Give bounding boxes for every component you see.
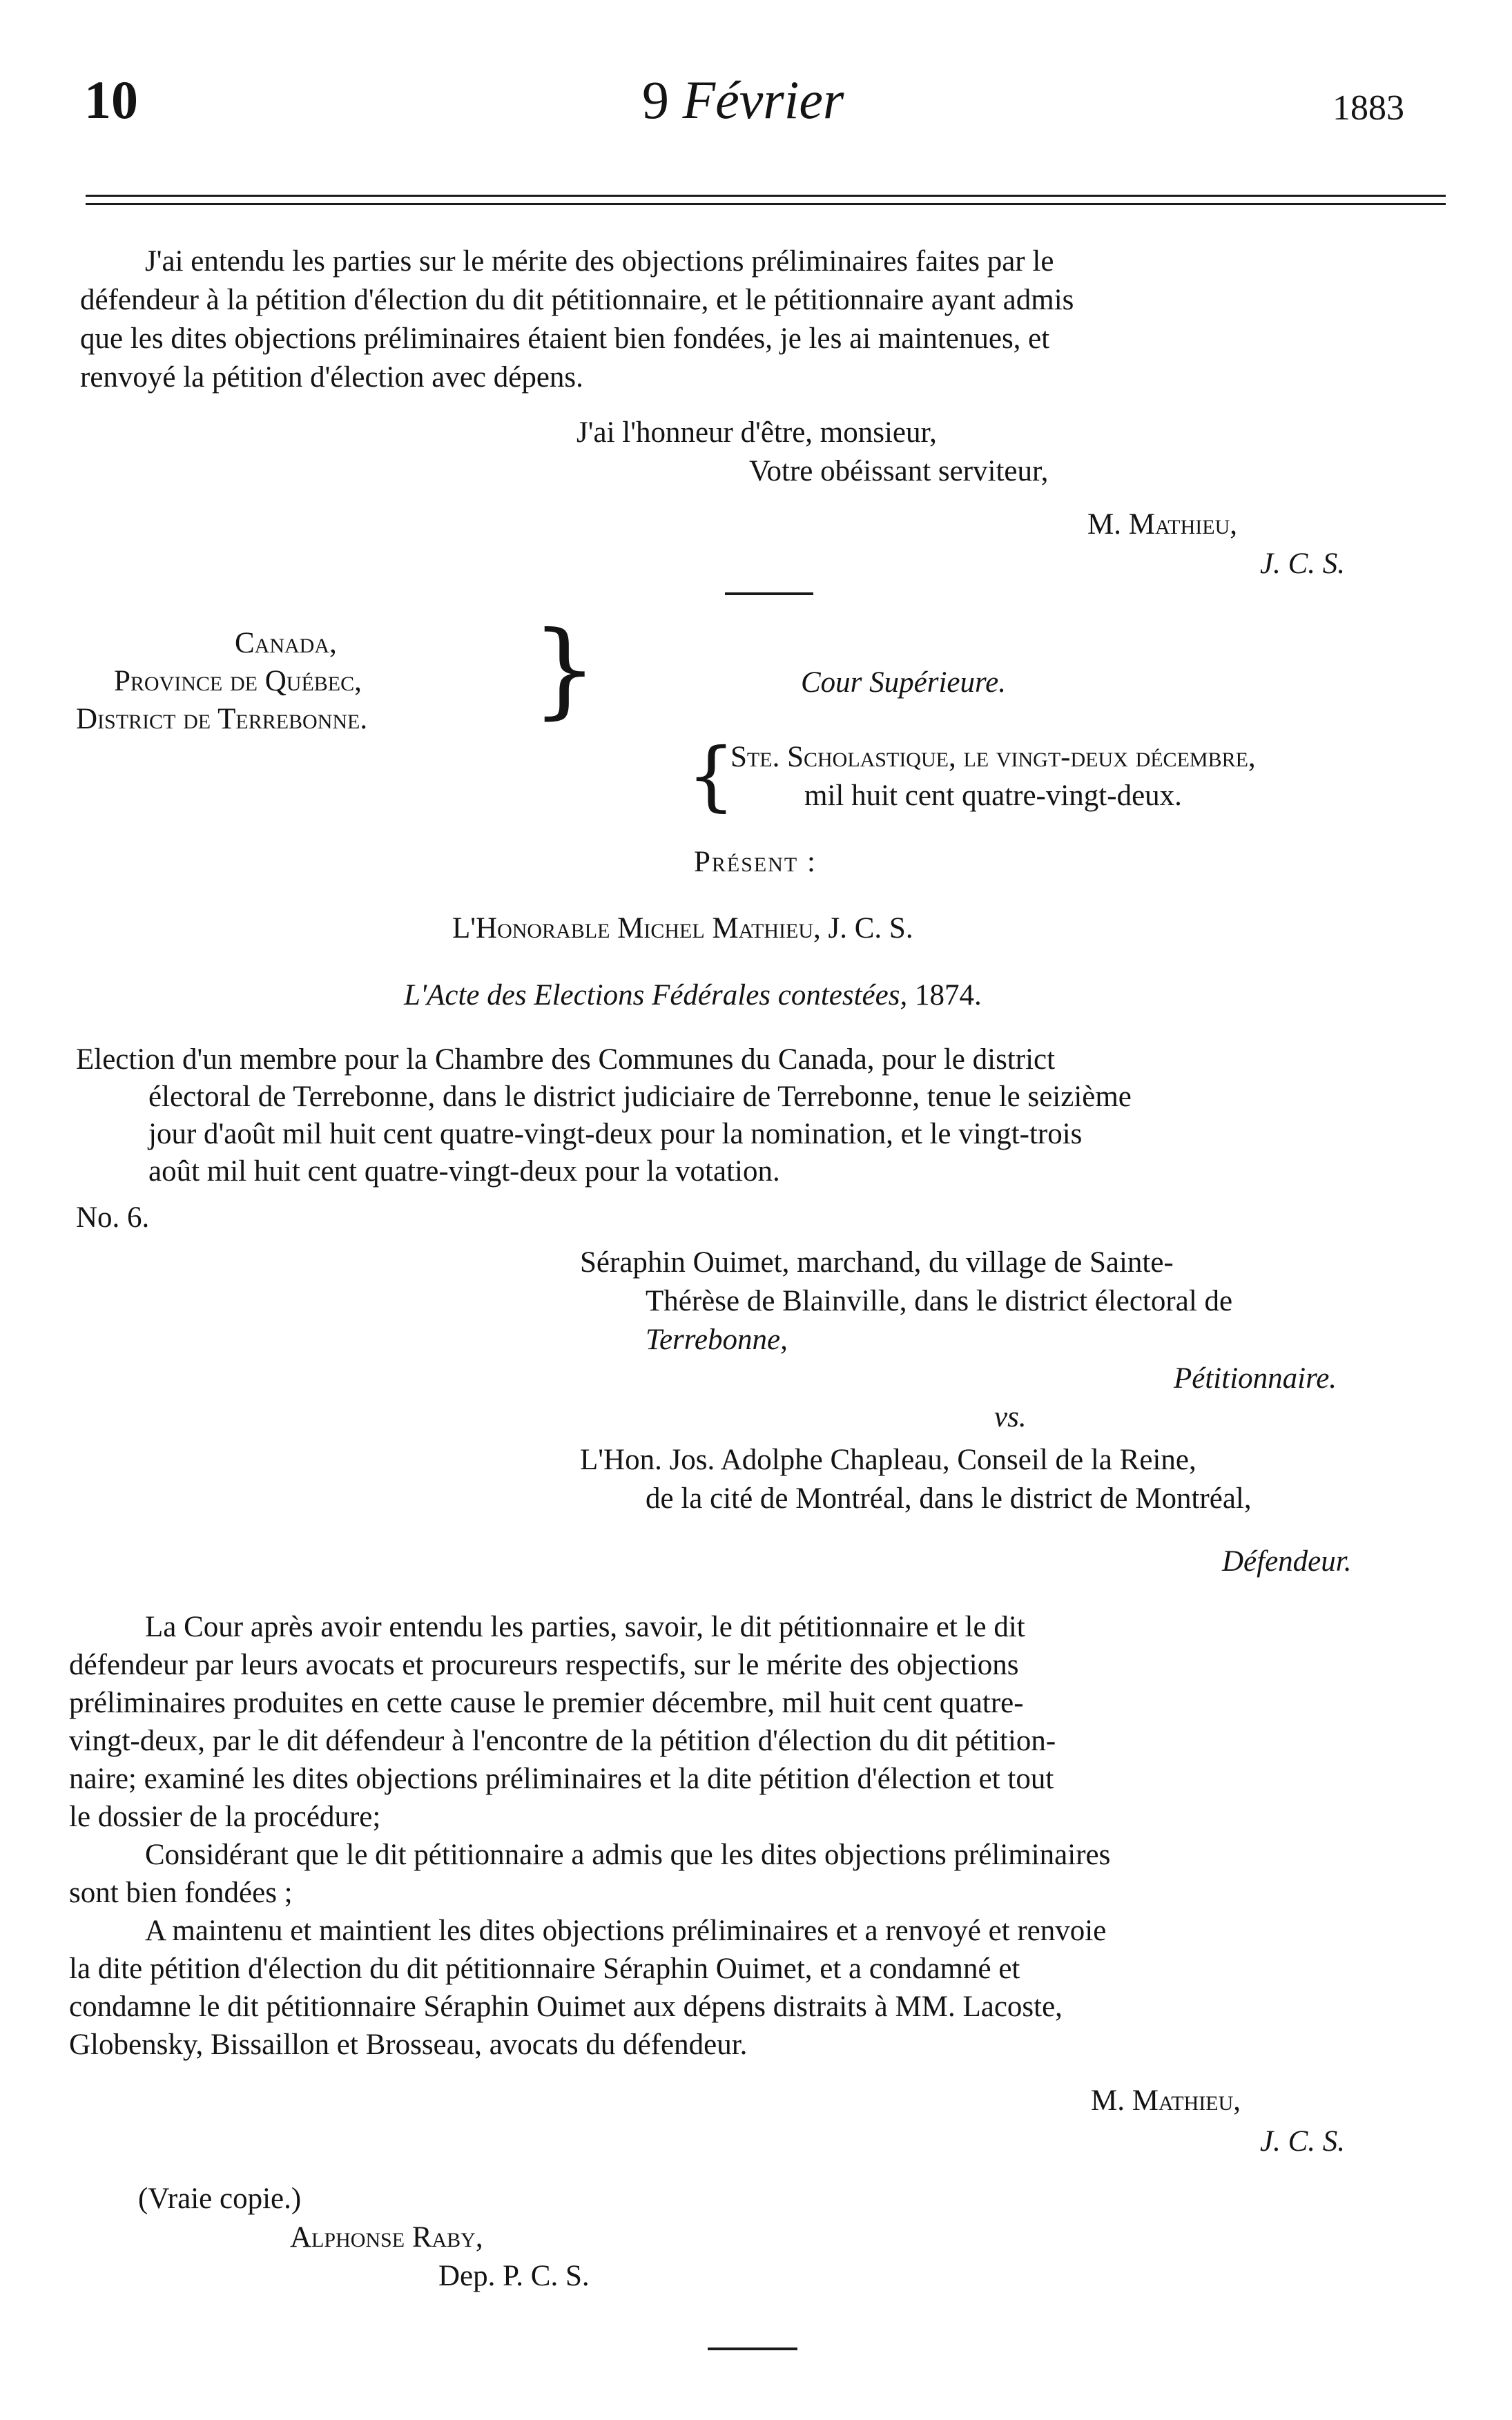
- certification-name: Alphonse Raby,: [290, 2221, 483, 2254]
- judgment-p1-line-6: le dossier de la procédure;: [69, 1801, 381, 1833]
- judgment-p2-line-2: sont bien fondées ;: [69, 1877, 293, 1909]
- court-name: Cour Supérieure.: [801, 666, 1006, 699]
- election-line-2: électoral de Terrebonne, dans le district judiciaire de Terrebonne, tenue le seizième: [148, 1081, 1132, 1113]
- defendant-line-2: de la cité de Montréal, dans le district de Montréal,: [646, 1482, 1252, 1515]
- election-number: No. 6.: [76, 1201, 150, 1234]
- letter-line-4: renvoyé la pétition d'élection avec dépens.: [80, 361, 583, 394]
- page-date: [642, 70, 844, 130]
- certification-title: Dep. P. C. S.: [438, 2260, 590, 2292]
- jurisdiction-country: Canada,: [235, 627, 337, 659]
- judgment-p3-line-2: la dite pétition d'élection du dit pétitionnaire Séraphin Ouimet, et a condamné et: [69, 1953, 1020, 1985]
- jurisdiction-province: Province de Québec,: [114, 665, 362, 697]
- letter-line-2: défendeur à la pétition d'élection du dit pétitionnaire, et le pétitionnaire ayant admis: [80, 284, 1074, 316]
- letter-closing-1: J'ai l'honneur d'être, monsieur,: [576, 416, 937, 449]
- letter-line-3: que les dites objections préliminaires étaient bien fondées, je les ai maintenues, et: [80, 322, 1050, 355]
- page-number: 10: [84, 70, 138, 130]
- judgment-signature-title: J. C. S.: [1260, 2125, 1346, 2158]
- judgment-signature-name: M. Mathieu,: [1091, 2084, 1241, 2117]
- petitioner-line-2: Thérèse de Blainville, dans le district électoral de: [646, 1285, 1233, 1317]
- judgment-p3-line-3: condamne le dit pétitionnaire Séraphin Ouimet aux dépens distraits à MM. Lacoste,: [69, 1991, 1063, 2023]
- letter-closing-2: Votre obéissant serviteur,: [749, 455, 1049, 487]
- election-line-3: jour d'août mil huit cent quatre-vingt-deux pour la nomination, et le vingt-trois: [148, 1118, 1083, 1150]
- election-line-4: août mil huit cent quatre-vingt-deux pour la votation.: [148, 1155, 780, 1188]
- section-divider-1: [725, 592, 813, 595]
- page-year: 1883: [1332, 88, 1404, 128]
- court-place-date-1: Ste. Scholastique, le vingt-deux décembre,: [730, 741, 1256, 773]
- date-month: Février: [682, 70, 844, 130]
- jurisdiction-district: District de Terrebonne.: [76, 703, 368, 735]
- judgment-p1-line-1: La Cour après avoir entendu les parties, savoir, le dit pétitionnaire et le dit: [145, 1611, 1025, 1643]
- court-act: [404, 977, 982, 1014]
- left-brace-icon: {: [687, 731, 735, 820]
- letter-line-1: J'ai entendu les parties sur le mérite des objections préliminaires faites par le: [145, 245, 1054, 278]
- judgment-p3-line-4: Globensky, Bissaillon et Brosseau, avocats du défendeur.: [69, 2029, 748, 2061]
- judgment-p3-line-1: A maintenu et maintient les dites objections préliminaires et a renvoyé et renvoie: [145, 1915, 1107, 1947]
- judgment-p1-line-3: préliminaires produites en cette cause le premier décembre, mil huit cent quatre-: [69, 1687, 1024, 1719]
- judgment-p1-line-4: vingt-deux, par le dit défendeur à l'encontre de la pétition d'élection du dit pétition-: [69, 1725, 1056, 1757]
- judgment-p2-line-1: Considérant que le dit pétitionnaire a admis que les dites objections préliminaires: [145, 1839, 1111, 1871]
- versus-label: vs.: [994, 1401, 1027, 1433]
- court-present-label: Présent :: [694, 846, 817, 878]
- act-title: L'Acte des Elections Fédérales contestées,: [404, 979, 908, 1011]
- certification-label: (Vraie copie.): [138, 2182, 302, 2215]
- section-divider-2: [708, 2348, 797, 2350]
- court-place-date-2: mil huit cent quatre-vingt-deux.: [804, 780, 1182, 812]
- petitioner-line-3: Terrebonne,: [646, 1324, 788, 1356]
- defendant-role: Défendeur.: [1222, 1545, 1352, 1578]
- petitioner-role: Pétitionnaire.: [1174, 1362, 1337, 1395]
- date-day: 9: [642, 70, 669, 130]
- judgment-p1-line-5: naire; examiné les dites objections préliminaires et la dite pétition d'élection et tout: [69, 1763, 1054, 1795]
- court-judge: L'Honorable Michel Mathieu, J. C. S.: [452, 912, 913, 945]
- election-line-1: Election d'un membre pour la Chambre des Communes du Canada, pour le district: [76, 1043, 1056, 1076]
- petitioner-line-1: Séraphin Ouimet, marchand, du village de Sainte-: [580, 1246, 1174, 1279]
- header-rule-bottom: [86, 203, 1446, 205]
- letter-signature-name: M. Mathieu,: [1087, 508, 1238, 541]
- defendant-line-1: L'Hon. Jos. Adolphe Chapleau, Conseil de la Reine,: [580, 1444, 1196, 1476]
- act-year: 1874.: [914, 979, 982, 1011]
- judgment-p1-line-2: défendeur par leurs avocats et procureurs respectifs, sur le mérite des objections: [69, 1649, 1019, 1681]
- letter-signature-title: J. C. S.: [1260, 548, 1346, 580]
- right-brace-icon: }: [532, 610, 598, 730]
- header-rule-top: [86, 195, 1446, 197]
